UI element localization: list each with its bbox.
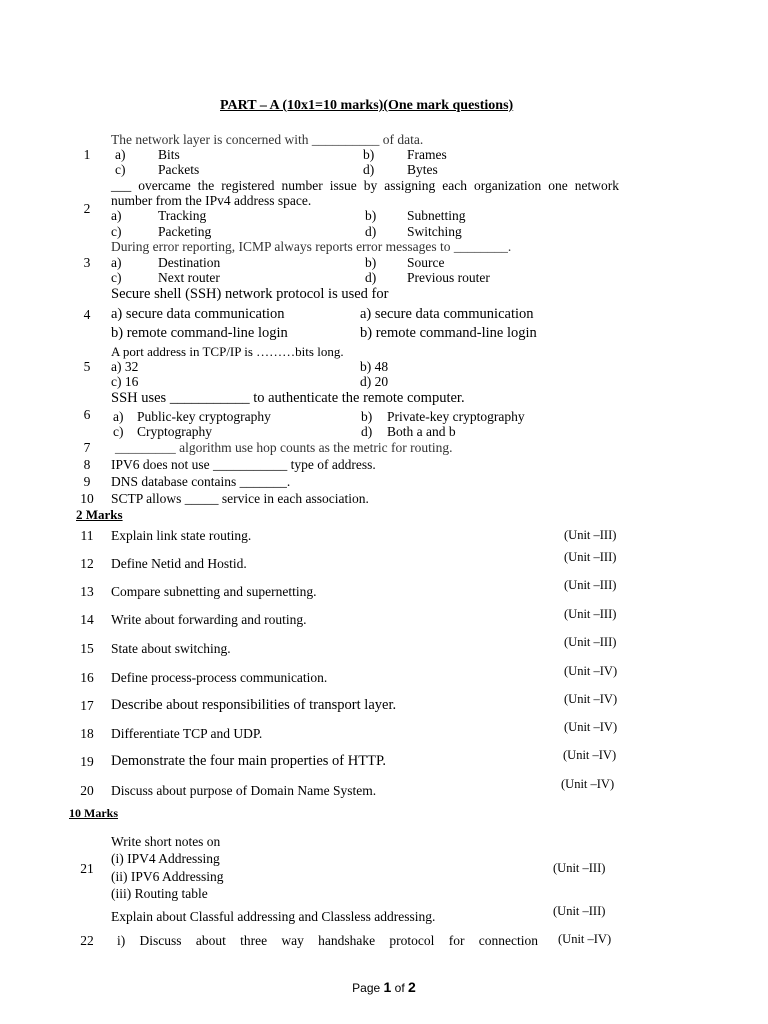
q1-option-a: Bits	[158, 147, 180, 162]
page-of-label: of	[394, 981, 405, 995]
q1-option-b: Frames	[407, 147, 447, 162]
question-11-text: Explain link state routing.	[111, 528, 252, 543]
page-total: 2	[408, 979, 416, 995]
question-2-number: 2	[83, 201, 91, 216]
question-22-word: way	[281, 933, 304, 948]
q6-option-b-label: b)	[361, 409, 373, 424]
question-15-unit: (Unit –III)	[564, 635, 617, 649]
question-16-number: 16	[80, 670, 94, 685]
q3-option-d: Previous router	[407, 270, 490, 285]
question-9-number: 9	[83, 474, 91, 489]
question-22-word: handshake	[318, 933, 376, 948]
q1-option-a-label: a)	[115, 147, 126, 162]
q6-option-a-label: a)	[113, 409, 124, 424]
question-1-number: 1	[83, 147, 91, 162]
question-22-text	[117, 934, 538, 948]
question-18-unit: (Unit –IV)	[564, 720, 618, 734]
question-10-text: SCTP allows _____ service in each association.	[111, 491, 369, 506]
question-4-number: 4	[83, 307, 91, 322]
question-3-number: 3	[83, 255, 91, 270]
question-22-word: Discuss	[139, 933, 182, 948]
question-7-text: _________ algorithm use hop counts as the metric for routing.	[115, 440, 453, 455]
q2-option-a: Tracking	[158, 208, 207, 223]
q4-option-2: a) secure data communication	[360, 306, 534, 322]
question-22-word: connection	[478, 933, 538, 948]
question-19-number: 19	[80, 754, 94, 769]
q2-option-c-label: c)	[111, 224, 122, 239]
question-21-number: 21	[80, 861, 94, 876]
question-22-word: protocol	[389, 933, 435, 948]
question-22-number: 22	[80, 933, 94, 948]
question-19-text: Demonstrate the four main properties of HTTP.	[111, 753, 387, 769]
q6-option-d-label: d)	[361, 424, 373, 439]
question-22-word: three	[240, 933, 268, 948]
question-15-number: 15	[80, 641, 94, 656]
question-17-number: 17	[80, 698, 94, 713]
question-20-unit: (Unit –IV)	[561, 777, 615, 791]
question-18-number: 18	[80, 726, 94, 741]
question-11-unit: (Unit –III)	[564, 528, 617, 542]
question-10-number: 10	[80, 491, 94, 506]
question-13-text: Compare subnetting and supernetting.	[111, 584, 317, 599]
question-21b-unit: (Unit –III)	[553, 904, 606, 918]
question-19-unit: (Unit –IV)	[563, 748, 617, 762]
page-footer	[0, 980, 768, 994]
q1-option-c-label: c)	[115, 162, 126, 177]
question-8-number: 8	[83, 457, 91, 472]
q2-option-b-label: b)	[365, 208, 377, 223]
q6-option-b: Private-key cryptography	[387, 409, 525, 424]
question-12-text: Define Netid and Hostid.	[111, 556, 247, 571]
question-2-line-1: ___ overcame the registered number issue by assigning each organization one network	[111, 178, 619, 193]
question-13-unit: (Unit –III)	[564, 578, 617, 592]
q6-option-d: Both a and b	[387, 424, 456, 439]
question-16-text: Define process-process communication.	[111, 670, 328, 685]
question-7-number: 7	[83, 440, 91, 455]
question-16-unit: (Unit –IV)	[564, 664, 618, 678]
q3-option-c: Next router	[158, 270, 220, 285]
q2-option-d-label: d)	[365, 224, 377, 239]
q2-option-a-label: a)	[111, 208, 122, 223]
question-17-text: Describe about responsibilities of transport layer.	[111, 697, 397, 713]
question-22-word: i)	[117, 933, 126, 948]
question-11-number: 11	[80, 528, 94, 543]
question-4-text: Secure shell (SSH) network protocol is used for	[111, 286, 389, 302]
question-13-number: 13	[80, 584, 94, 599]
question-12-number: 12	[80, 556, 94, 571]
q1-option-d: Bytes	[407, 162, 438, 177]
q5-option-d: d) 20	[360, 374, 389, 389]
question-21-line-3: (ii) IPV6 Addressing	[111, 869, 224, 884]
question-22-word: for	[448, 933, 465, 948]
question-22-unit: (Unit –IV)	[558, 932, 612, 946]
question-22-word: about	[195, 933, 226, 948]
question-17-unit: (Unit –IV)	[564, 692, 618, 706]
question-21-line-1: Write short notes on	[111, 834, 221, 849]
page-title: PART – A (10x1=10 marks)(One mark questions)	[220, 98, 514, 113]
q1-option-c: Packets	[158, 162, 200, 177]
question-14-unit: (Unit –III)	[564, 607, 617, 621]
question-3-text: During error reporting, ICMP always reports error messages to ________.	[111, 239, 512, 254]
q2-option-b: Subnetting	[407, 208, 466, 223]
q3-option-b-label: b)	[365, 255, 377, 270]
question-20-number: 20	[80, 783, 94, 798]
q4-option-3: b) remote command-line login	[111, 325, 288, 341]
q3-option-a-label: a)	[111, 255, 122, 270]
question-6-number: 6	[83, 407, 91, 422]
question-15-text: State about switching.	[111, 641, 231, 656]
question-21-unit: (Unit –III)	[553, 861, 606, 875]
q2-option-c: Packeting	[158, 224, 212, 239]
q5-option-c: c) 16	[111, 374, 139, 389]
question-20-text: Discuss about purpose of Domain Name System.	[111, 783, 377, 798]
section-heading-2-marks: 2 Marks	[76, 507, 123, 522]
question-12-unit: (Unit –III)	[564, 550, 617, 564]
q6-option-c: Cryptography	[137, 424, 212, 439]
question-18-text: Differentiate TCP and UDP.	[111, 726, 263, 741]
question-1-text: The network layer is concerned with __________ of data.	[111, 132, 424, 147]
q3-option-c-label: c)	[111, 270, 122, 285]
question-21-line-4: (iii) Routing table	[111, 886, 208, 901]
page-label: Page	[352, 981, 381, 995]
section-heading-10-marks: 10 Marks	[69, 806, 118, 820]
question-6-text: SSH uses ___________ to authenticate the remote computer.	[111, 390, 465, 406]
question-5-text: A port address in TCP/IP is ………bits long.	[111, 344, 344, 359]
question-14-text: Write about forwarding and routing.	[111, 612, 307, 627]
page-number: 1	[383, 979, 392, 995]
q5-option-a: a) 32	[111, 359, 139, 374]
q3-option-a: Destination	[158, 255, 221, 270]
q1-option-b-label: b)	[363, 147, 375, 162]
question-5-number: 5	[83, 359, 91, 374]
q3-option-b: Source	[407, 255, 445, 270]
question-8-text: IPV6 does not use ___________ type of address.	[111, 457, 376, 472]
question-21-line-2: (i) IPV4 Addressing	[111, 851, 220, 866]
q6-option-c-label: c)	[113, 424, 124, 439]
q4-option-4: b) remote command-line login	[360, 325, 537, 341]
question-9-text: DNS database contains _______.	[111, 474, 291, 489]
q5-option-b: b) 48	[360, 359, 389, 374]
q1-option-d-label: d)	[363, 162, 375, 177]
q6-option-a: Public-key cryptography	[137, 409, 271, 424]
q3-option-d-label: d)	[365, 270, 377, 285]
question-14-number: 14	[80, 612, 94, 627]
question-2-line-2: number from the IPv4 address space.	[111, 193, 312, 208]
question-21b-text: Explain about Classful addressing and Classless addressing.	[111, 909, 436, 924]
q4-option-1: a) secure data communication	[111, 306, 285, 322]
q2-option-d: Switching	[407, 224, 462, 239]
